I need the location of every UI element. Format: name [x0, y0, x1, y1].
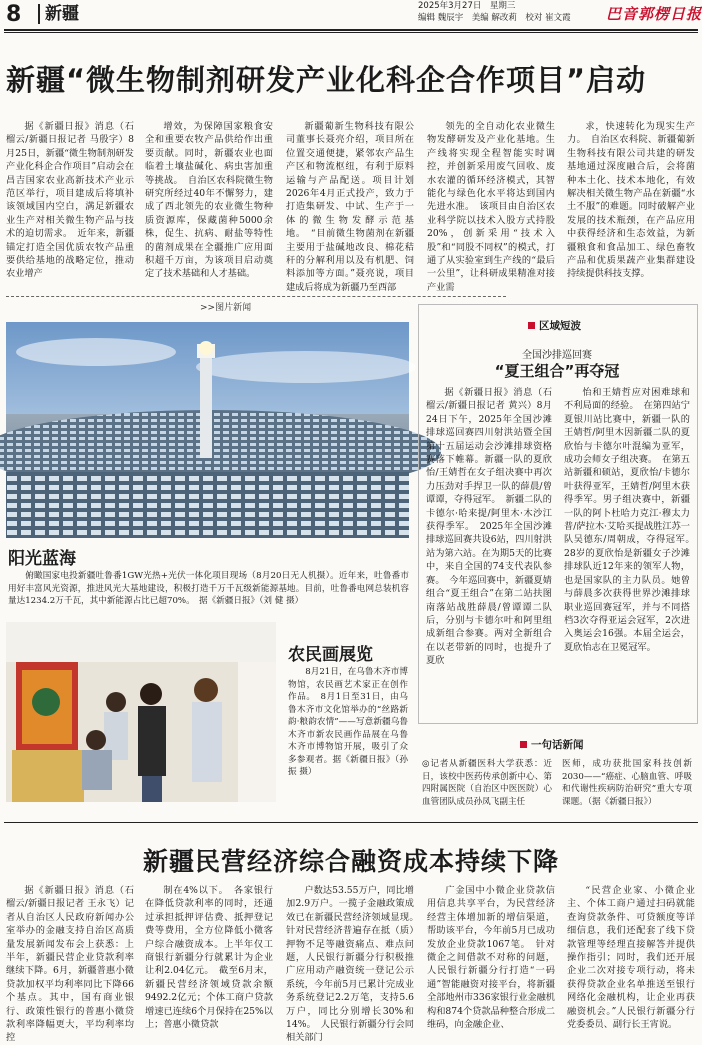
solar-photo-credit: 据《新疆日报》（刘 健 摄） — [198, 596, 304, 606]
one-line-column-2 — [562, 758, 692, 808]
section-divider — [4, 822, 698, 823]
finance-column-4 — [427, 884, 555, 1031]
finance-headline: 新疆民营经济综合融资成本持续下降 — [142, 847, 559, 876]
regional-headline: “夏王组合”再夺冠 — [494, 362, 620, 380]
farmer-painting-illustration — [6, 622, 276, 802]
lead-paragraph: 求，快速转化为现实生产力。 自治区农科院、新疆葡新生物科技有限公司共建的研发基地通过深度融合后，会将菌种本土化、技术本地化，有效解决相关微生物产品在新疆“水土不服”的难题。同时破解产业发展的技术瓶颈，在产品应用中获得经济和生态效益，为新疆粮食和食品加工、绿色畜牧产品和优质果蔬产业集群建设持续提供科技支撑。 — [567, 121, 695, 280]
lead-column-3 — [286, 120, 414, 293]
farmer-photo-caption — [288, 666, 408, 779]
masthead-rule — [4, 29, 698, 31]
lead-paragraph: 据《新疆日报》消息（石榴云/新疆日报记者 马殷字）8月25日，新疆“微生物制剂研发产业化科企合作项目”启动会在昌吉国家农业高新技术产业示范区举行，项目建成后将填补该领域国内空白，满足新疆农业生产对相关微生物产品与技术的迫切需求。 近年来，新疆锚定打造全国优质农牧产品重要供给基地的战略定位，推动农业增产 — [6, 121, 134, 280]
finance-paragraph: 制在4%以下。 各家银行在降低贷款利率的同时，还通过承担抵押评估费、抵押登记费等费用，全方位降低小微客户综合融资成本。上半年仅工商银行新疆分行就累计为企业让利2.04亿元。 截至6月末，新疆民营经济领域贷款余额9492.2亿元；个体工商户贷款增速已连续6个月保持在25%以上；普惠小微贷款 — [145, 885, 273, 1031]
finance-paragraph: “民营企业家、小微企业主、个体工商户通过扫码就能查询贷款条件、可贷额度等详细信息，我们还配套了线下贷款管理等经理直接解答并提供操作指引；同时，我们还开展企业二次对接专项行动，将未获得贷款企业名单推送至银行网络化金融机构，让企业再获融资机会。”人民银行新疆分行党委委员、副行长王宵说。 — [567, 885, 695, 1031]
regional-paragraph: 怡和王婧哲应对困难球和不利局面的经验。 在第四站宁夏银川站比赛中，新疆一队的王婧哲/阿里木因新疆二队的夏欣怡与卡德尔叶混编为亚军，成功会师女子组决赛。 在第五站新疆和硕站，夏欣怡/卡德尔叶获得亚军，王婧哲/阿里木获得季军。男子组决赛中，新疆一队的阿卜杜哈力克江·穆太力普/萨拉木·艾哈买提战胜江苏一队吴德东/周朝成，夺得冠军。 28岁的夏欣怡是新疆女子沙滩排球队近12年来的领军人物，也是国家队的主力队员。她曾与薛晨多次获得世界沙滩排球职业巡回赛冠军，并与不同搭档3次夺得亚运会冠军，2次进入奥运会16强。本届全运会，夏欣怡志在卫冕冠军。 — [564, 387, 700, 653]
red-square-icon — [520, 741, 527, 748]
lead-paragraph: 新疆葡新生物科技有限公司董事长聂亮介绍，项目所在位置交通便捷，紧邻农产品生产区和物流枢纽，有利于原料运输与产品配送。项目计划2026年4月正式投产，致力于打造集研发、中试、生产于一体的微生物发酵示范基地。 “目前微生物菌剂在新疆主要用于盐碱地改良、棉花秸秆的分解利用以及有机肥、饲料添加等方面。”聂亮说，项目建成后将成为新疆乃至西部 — [286, 121, 414, 293]
solar-plant-illustration — [6, 322, 409, 538]
farmer-painting-photo — [6, 622, 276, 802]
solar-photo-title: 阳光蓝海 — [8, 549, 76, 569]
lead-column-1 — [6, 120, 134, 288]
section-name: 新疆 — [38, 4, 79, 24]
photo-news-label: >>图片新闻 — [200, 303, 252, 313]
solar-photo-caption — [8, 570, 409, 608]
regional-column-1 — [426, 386, 552, 718]
finance-column-2 — [145, 884, 273, 1031]
one-line-credit: （据《新疆日报》） — [587, 796, 657, 807]
regional-paragraph: 据《新疆日报》消息（石榴云/新疆日报记者 黄兴）8月24日下午，2025年全国沙滩排球巡回赛四川射洪站暨全国第十五届运动会沙滩排球资格赛落下帷幕。新疆一队的夏欣怡/王婧哲在女子组决赛中再次力压劲对手捍卫一队的薛晨/曾谭谭，夺得冠军。 新疆二队的卡德尔·哈来提/阿里木·木沙江获得季军。 2025年全国沙滩排球巡回赛共设6站，四川射洪站为第六站。在为期5天的比赛中，来自全国的74支代表队参赛。 今年巡回赛中，新疆夏婧组合“夏王组合”在第二站扶图南落站战胜薛晨/曾谭谭二队后，分别与卡德尔叶和阿里组成新组合参赛。两对全新组合在以老带新的同时，也提升了夏欣 — [426, 387, 552, 667]
lead-paragraph: 增效，为保障国家粮食安全和重要农牧产品供给作出重要贡献。同时，新疆农业也面临着土壤盐碱化、病虫害加重等挑战。 自治区农科院微生物研究所经过40年不懈努力，建成了西北领先的农业微生物种质资源库，保藏菌种5000余株，促生、抗病、耐盐等特性的菌剂成果在全疆推广应用面积超千万亩，为该项目启动奠定了技术基础和人才基础。 — [145, 121, 273, 280]
finance-paragraph: 广金国中小微企业贷款信用信息共享平台，为民营经济经营主体增加新的增信渠道，帮助该平台，今年前5月已成功发放企业贷款1067笔。 针对微企之间借款不对称的问题，人民银行新疆分行打造“一码通”智能融资对接平台，将新疆全部地州市336家银行业金融机构和874个贷款品种整合形成二维码，向金融企业、 — [427, 885, 555, 1031]
lead-headline: 新疆“微生物制剂研发产业化科企合作项目”启动 — [6, 63, 647, 97]
farmer-caption-text: 8月21日，在乌鲁木齐市博物馆，农民画艺术家正在创作作品。 8月1日至31日，由乌鲁木齐市文化馆举办的“丝路新韵·粮韵农情”——写意新疆乌鲁木齐市新农民画作品展在乌鲁木齐市博物馆开展，吸引了众多参观者。 — [288, 667, 408, 765]
finance-column-3 — [286, 884, 424, 1044]
newspaper-logo: 巴音郭楞日报 — [606, 5, 702, 23]
regional-brief-header — [528, 318, 581, 333]
lead-column-5 — [567, 120, 695, 288]
finance-paragraph: 据《新疆日报》消息（石榴云/新疆日报记者 王永飞）记者从自治区人民政府新闻办公室举办的金融支持自治区高质量发展新闻发布会上获悉：上半年，新疆民营企业贷款利率继续下降。6月，新疆普惠小微贷款加权平均利率同比下降66个基点。其中，国有商业银行、政策性银行的普惠小微贷款利率降幅更大，平均利率均控 — [6, 885, 134, 1044]
masthead-rule-thin — [4, 32, 698, 33]
one-line-column-1 — [422, 758, 552, 808]
farmer-photo-credit: 据《新疆日报》（孙 振 摄） — [288, 754, 408, 777]
editor-line: 编辑 魏辰宇 美编 解改莉 校对 崔文霞 — [418, 13, 571, 23]
lead-column-2 — [145, 120, 273, 288]
page-number: 8 — [6, 2, 22, 27]
one-line-text: ◎记者从新疆医科大学获悉：近日，该校中医药传承创新中心、第四附属医院（自治区中医医院）心血管团队成员孙凤飞副主任 — [422, 759, 552, 807]
regional-column-2 — [564, 386, 700, 718]
finance-paragraph: 户数达53.55万户，同比增加2.9万户。一揽子金融政策成效已在新疆民营经济领域显现。 针对民营经济普遍存在抵（质）押物不足等融资痛点、难点问题，人民银行新疆分行积极推广应用动产融资统一登记公示系统，今年前5月已累计完成业务系统登记2.2万笔，支持5.6万户，同比分别增长30%和14%。 人民银行新疆分行会同相关部门 — [286, 885, 424, 1044]
one-line-news-header — [520, 737, 584, 752]
farmer-photo-title: 农民画展览 — [288, 645, 373, 665]
finance-column-5 — [567, 884, 695, 1031]
masthead — [0, 0, 702, 30]
photo-section-rule — [6, 296, 506, 297]
solar-caption-text: 俯瞰国家电投新疆吐鲁番1GW光热+光伏一体化项目现场（8月20日无人机摄）。近年来，吐鲁番市用好丰富风光资源，推进风光大基地建设，积极打造千万千瓦级新能源基地。目前，吐鲁番电网总装机容量达1234.2万千瓦，其中新能源占比已超70%。 — [8, 571, 409, 606]
one-line-news-title: 一句话新闻 — [531, 739, 584, 751]
finance-column-1 — [6, 884, 134, 1044]
red-square-icon — [528, 322, 535, 329]
regional-subhead: 全国沙排巡回赛 — [522, 350, 592, 361]
one-line-text: 医师，成功获批国家科技创新2030——“癌症、心脑血管、呼吸和代谢性疾病防治研究”重大专项课题。 — [562, 759, 692, 807]
solar-plant-photo — [6, 322, 409, 538]
lead-column-4 — [427, 120, 555, 293]
regional-brief-title: 区域短波 — [539, 320, 581, 332]
issue-date: 2025年3月27日 星期三 — [418, 1, 516, 11]
lead-paragraph: 领先的全自动化农业微生物发酵研发及产业化基地。生产线将实现全程智能实时调控，并创新采用废气回收、废水农灌的循环经济模式，其智能化与绿色化水平将达到国内先进水准。 该项目由自治区农业科学院以技术入股方式持股20%，创新采用“技术入股”和“同股不同权”的模式，打通了从实验室到生产线的“最后一公里”，让科研成果精准对接产业需 — [427, 121, 555, 293]
